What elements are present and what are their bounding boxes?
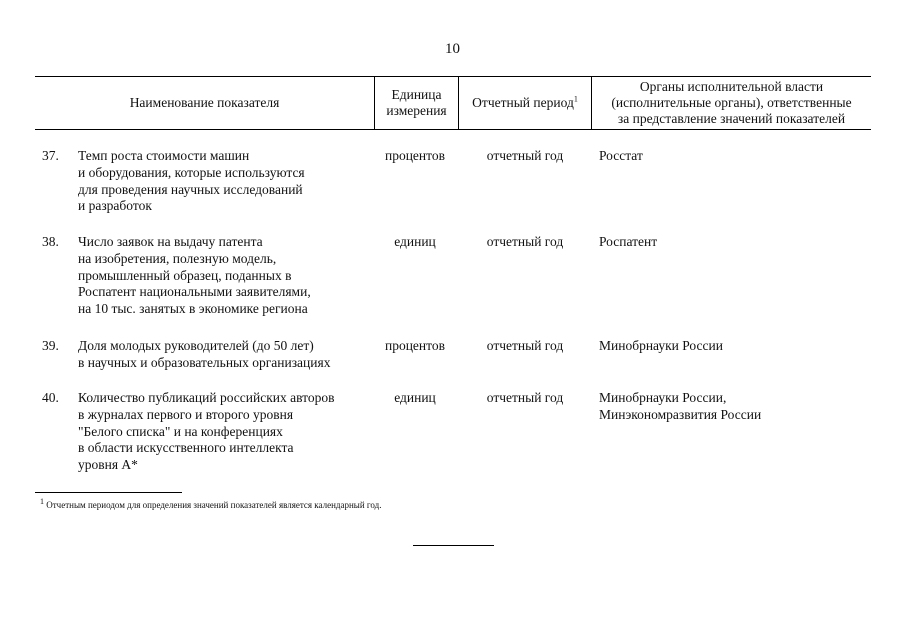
row-number: 40. [42,390,59,405]
indicator-name: Темп роста стоимости машин и оборудования, которые используются для проведения научных исследований и разработок [78,148,305,214]
footnote-text: Отчетным периодом для определения значений показателей является календарный год. [44,500,382,510]
table-header-bottom-rule [35,129,871,130]
header-indicator-name-label: Наименование показателя [129,94,280,110]
responsible-authority: Минобрнауки России, Минэкономразвития России [599,390,762,422]
indicator-period: отчетный год [486,234,564,249]
header-period [459,76,591,129]
indicator-name: Доля молодых руководителей (до 50 лет) в научных и образовательных организациях [78,338,331,370]
row-number: 39. [42,338,59,353]
responsible-authority: Росстат [599,148,643,163]
footnote-mark: 1 [40,497,44,506]
footnote-ref: 1 [573,94,578,103]
responsible-authority: Минобрнауки России [599,338,723,353]
indicator-unit: процентов [384,148,445,163]
indicator-period: отчетный год [486,338,564,353]
indicator-unit: единиц [394,234,436,249]
footnote [40,497,382,510]
indicator-period: отчетный год [486,148,564,163]
header-authority [592,76,871,129]
header-period-label: Отчетный период [472,94,574,110]
indicator-period: отчетный год [486,390,564,405]
end-of-document-rule [413,545,494,546]
header-authority-label: Органы исполнительной власти (исполнительные органы), ответственные за представление значений показателей [611,78,852,126]
page-number: 10 [445,41,460,57]
row-number: 37. [42,148,59,163]
header-indicator-name [35,76,374,129]
indicator-unit: единиц [394,390,436,405]
footnote-separator [35,492,182,493]
responsible-authority: Роспатент [599,234,658,249]
indicator-name: Количество публикаций российских авторов в журналах первого и второго уровня "Белого списка" и на конференциях в области искусственного интеллекта уровня А* [78,390,335,473]
header-unit [375,76,458,129]
row-number: 38. [42,234,59,249]
indicator-name: Число заявок на выдачу патента на изобретения, полезную модель, промышленный образец, поданных в Роспатент национальными заявителями, на 10 тыс. занятых в экономике региона [78,234,311,317]
indicator-unit: процентов [384,338,445,353]
header-unit-label: Единица измерения [386,86,447,118]
